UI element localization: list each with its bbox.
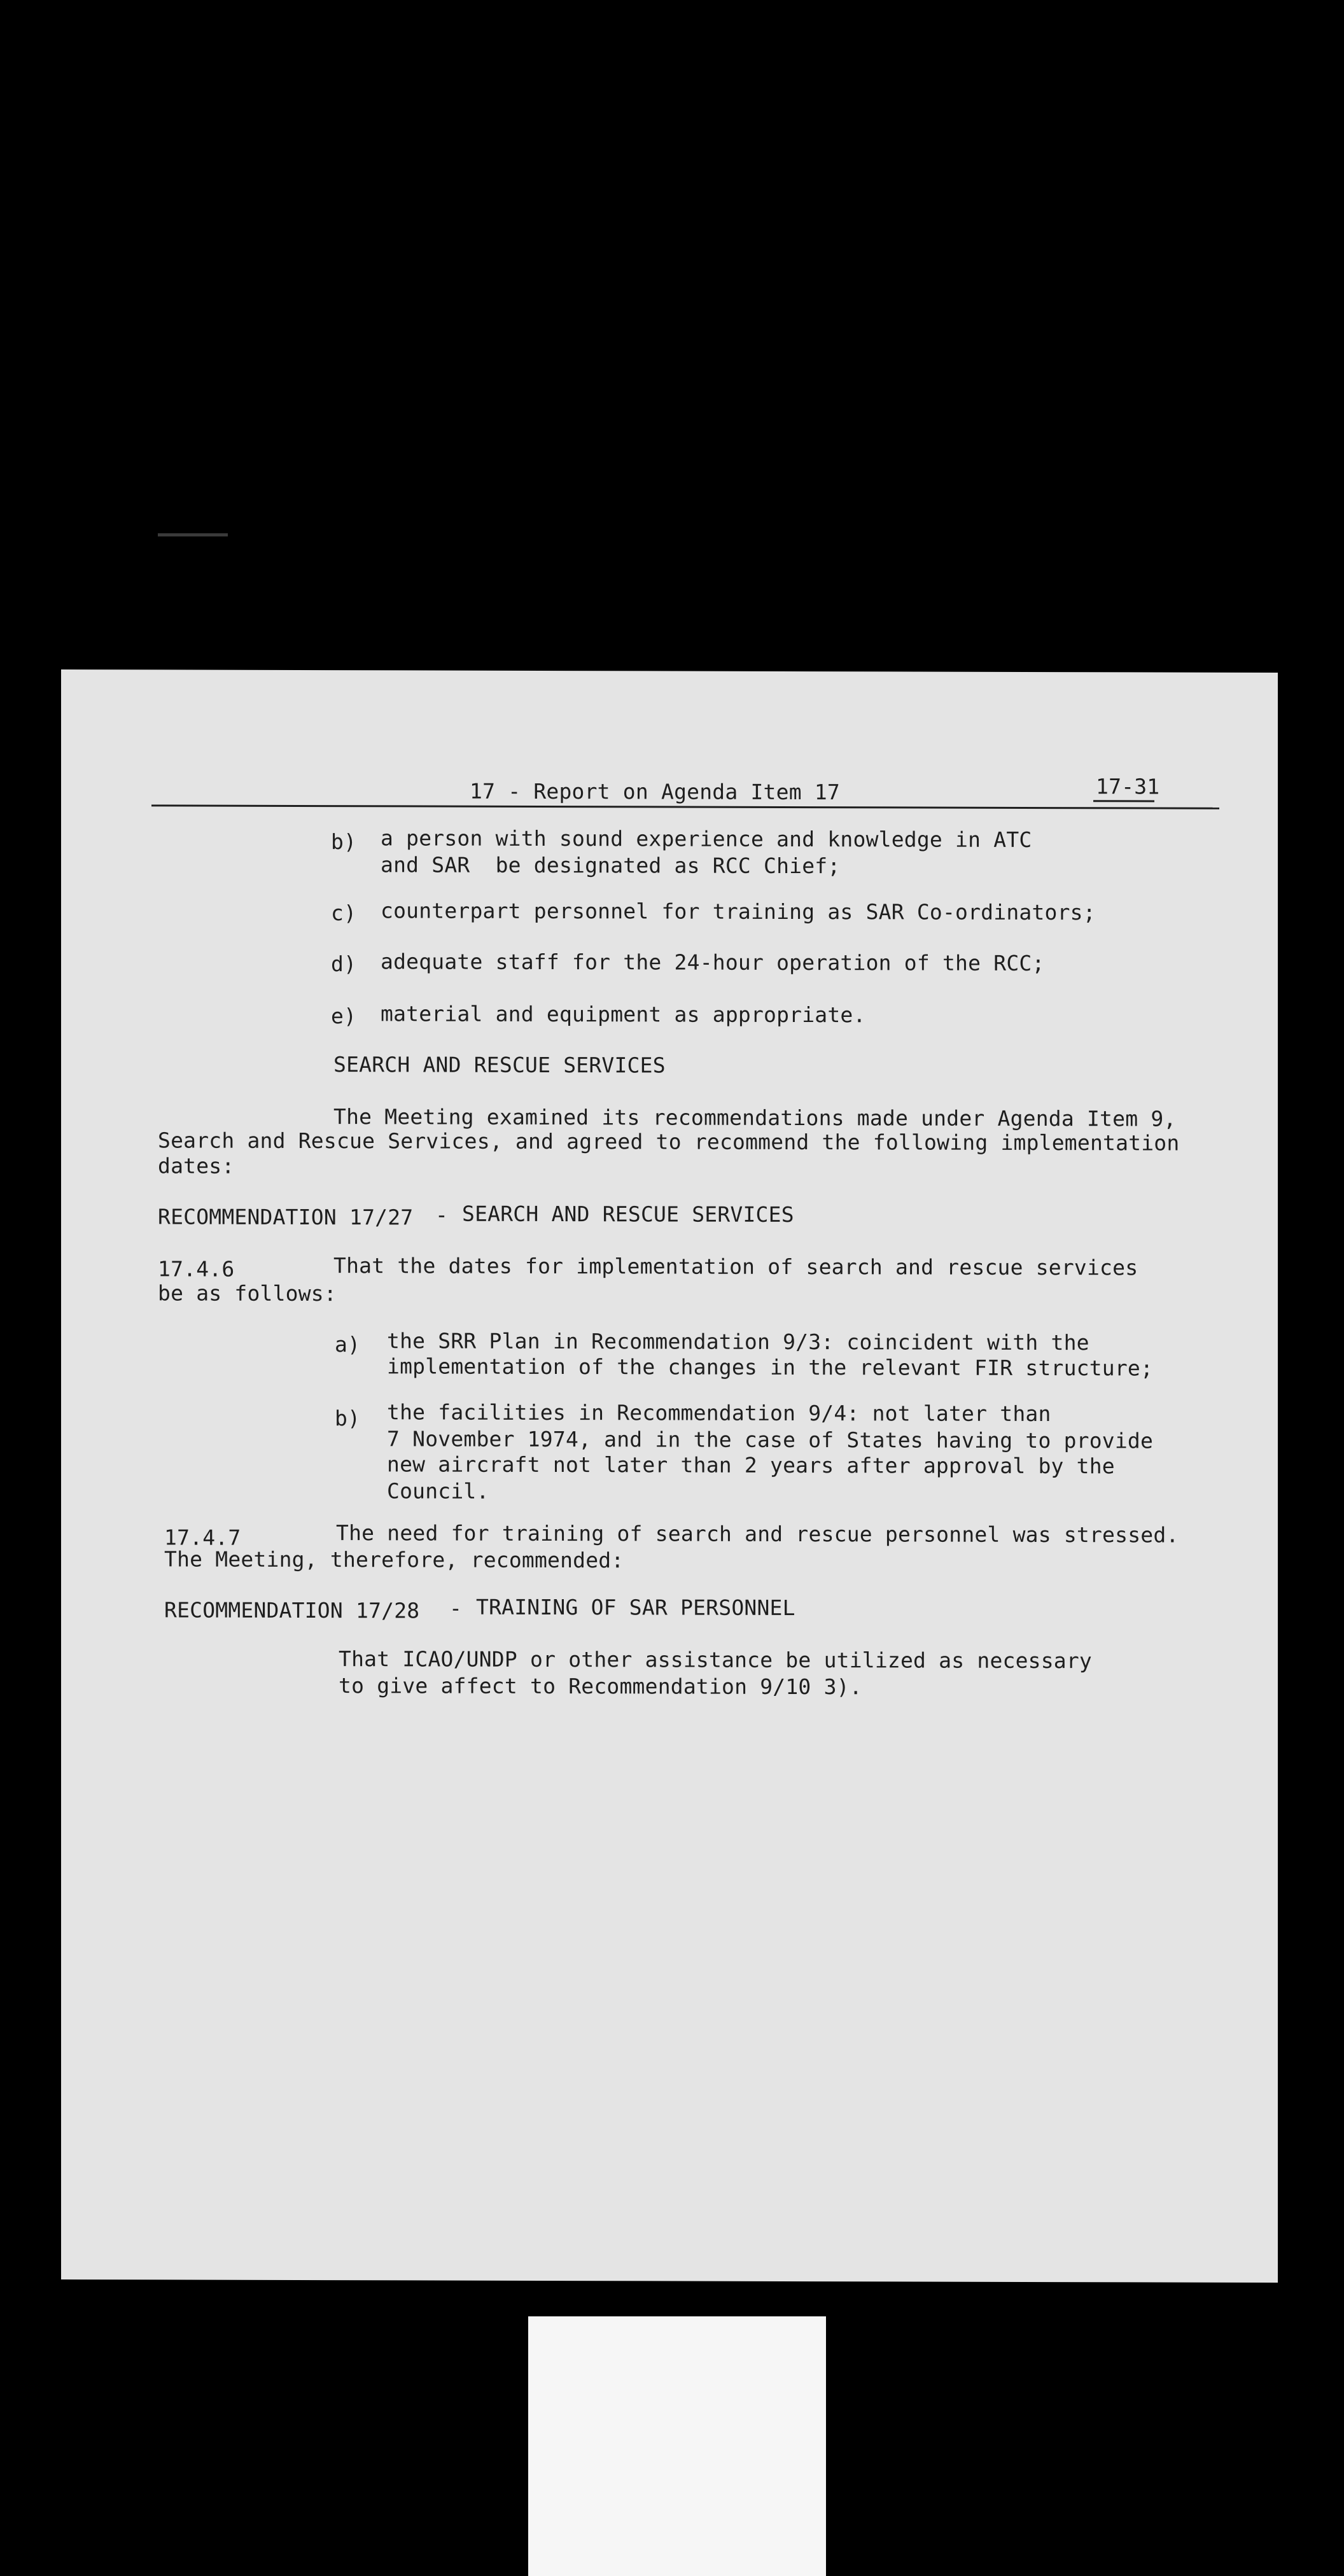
paragraph-line: dates: <box>158 1153 235 1179</box>
paragraph-line: The need for training of search and rescue personnel was stressed. <box>336 1520 1179 1548</box>
list-item-text: the facilities in Recommendation 9/4: not later than <box>387 1399 1051 1427</box>
list-item-text: implementation of the changes in the relevant FIR structure; <box>387 1354 1154 1381</box>
recommendation-number: RECOMMENDATION 17/27 <box>158 1204 414 1230</box>
paragraph-line: The Meeting, therefore, recommended: <box>164 1546 624 1573</box>
page-number-underline <box>1093 800 1154 802</box>
list-item-text: new aircraft not later than 2 years after approval by the <box>387 1452 1115 1479</box>
paragraph-number: 17.4.7 <box>164 1525 241 1550</box>
scan-edge-mark <box>158 533 228 536</box>
recommendation-number: RECOMMENDATION 17/28 <box>164 1597 420 1623</box>
list-item-label: b) <box>331 829 357 855</box>
header-rule <box>151 804 1219 809</box>
list-item-text: counterpart personnel for training as SAR Co-ordinators; <box>381 898 1096 925</box>
paragraph-number: 17.4.6 <box>158 1256 235 1282</box>
paragraph-line: The Meeting examined its recommendations made under Agenda Item 9, <box>333 1104 1177 1131</box>
list-item-text: adequate staff for the 24-hour operation of the RCC; <box>381 949 1045 976</box>
paragraph-line: Search and Rescue Services, and agreed to recommend the following implementation <box>158 1128 1180 1156</box>
page-header-title: 17 - Report on Agenda Item 17 <box>470 778 840 805</box>
list-item-label: c) <box>331 900 357 926</box>
paragraph-line: be as follows: <box>158 1280 337 1306</box>
paragraph-line: That the dates for implementation of search and rescue services <box>333 1253 1138 1280</box>
page-number: 17-31 <box>1096 774 1160 799</box>
paragraph-line: to give affect to Recommendation 9/10 3). <box>339 1673 862 1700</box>
target-card <box>528 2316 826 2576</box>
list-item-text: 7 November 1974, and in the case of States having to provide <box>387 1426 1154 1453</box>
list-item-text: and SAR be designated as RCC Chief; <box>381 852 841 879</box>
document-page <box>61 669 1278 2283</box>
list-item-text: a person with sound experience and knowledge in ATC <box>381 825 1032 852</box>
recommendation-dash: - <box>449 1595 463 1621</box>
list-item-label: d) <box>331 951 357 977</box>
list-item-label: b) <box>335 1406 361 1431</box>
list-item-text: material and equipment as appropriate. <box>381 1001 866 1028</box>
list-item-text: the SRR Plan in Recommendation 9/3: coincident with the <box>387 1328 1089 1355</box>
recommendation-title: SEARCH AND RESCUE SERVICES <box>462 1201 794 1228</box>
list-item-label: e) <box>331 1004 357 1029</box>
list-item-label: a) <box>335 1332 361 1357</box>
recommendation-title: TRAINING OF SAR PERSONNEL <box>476 1594 795 1621</box>
paragraph-line: That ICAO/UNDP or other assistance be utilized as necessary <box>339 1646 1092 1674</box>
section-heading: SEARCH AND RESCUE SERVICES <box>333 1052 666 1078</box>
recommendation-dash: - <box>435 1202 449 1228</box>
list-item-text: Council. <box>387 1478 489 1504</box>
